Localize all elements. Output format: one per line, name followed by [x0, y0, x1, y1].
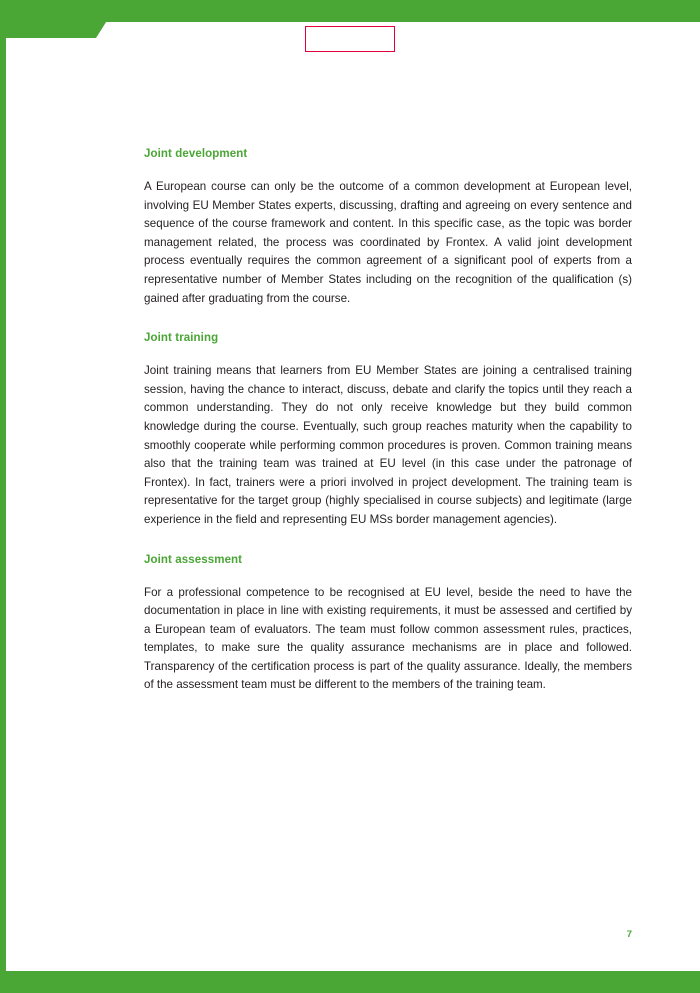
page-content — [144, 148, 632, 695]
footer-green-band — [0, 971, 700, 993]
section-heading: Joint training — [144, 332, 219, 345]
left-green-spine — [0, 0, 6, 993]
section-heading: Joint assessment — [144, 553, 243, 566]
redaction-box — [305, 26, 395, 52]
section-body: For a professional competence to be recognised at EU level, beside the need to have the documentation in place in line with existing requirements, it must be assessed and certified by a European team of evaluators. The team must follow common assessment rules, practices, templates, to make sure the quality assurance mechanisms are in place and followed. Transparency of the certification process is part of the quality assurance. Ideally, the members of the assessment team must be different to the members of the training team. — [144, 585, 632, 692]
section-joint-training — [144, 332, 632, 529]
section-heading: Joint development — [144, 148, 248, 160]
section-joint-development — [144, 148, 632, 308]
page-number: 7 — [626, 929, 632, 940]
section-joint-assessment — [144, 554, 632, 696]
section-body: Joint training means that learners from EU Member States are joining a centralised training session, having the chance to interact, discuss, debate and clarify the topics until they reach a common understanding. They do not only receive knowledge but they build common knowledge during the course. Eventually, such group reaches maturity when the capability to smoothly cooperate while performing common procedures is proven. Common training means also that the training team was trained at EU level (in this case under the patronage of Frontex). In fact, trainers were a priori involved in project development. The training team is representative for the target group (highly specialised in course subjects) and legitimate (large experience in the field and representing EU MSs border management agencies). — [144, 364, 632, 526]
header-green-angled-tab — [0, 0, 120, 38]
section-body: A European course can only be the outcome of a common development at European level, involving EU Member States experts, discussing, drafting and agreeing on every sentence and sequence of the course framework and content. In this specific case, as the topic was border management related, the process was coordinated by Frontex. A valid joint development process eventually requires the common agreement of a significant pool of experts from a representative number of Member States including on the recognition of the qualification (s) gained after graduating from the course. — [144, 180, 632, 305]
